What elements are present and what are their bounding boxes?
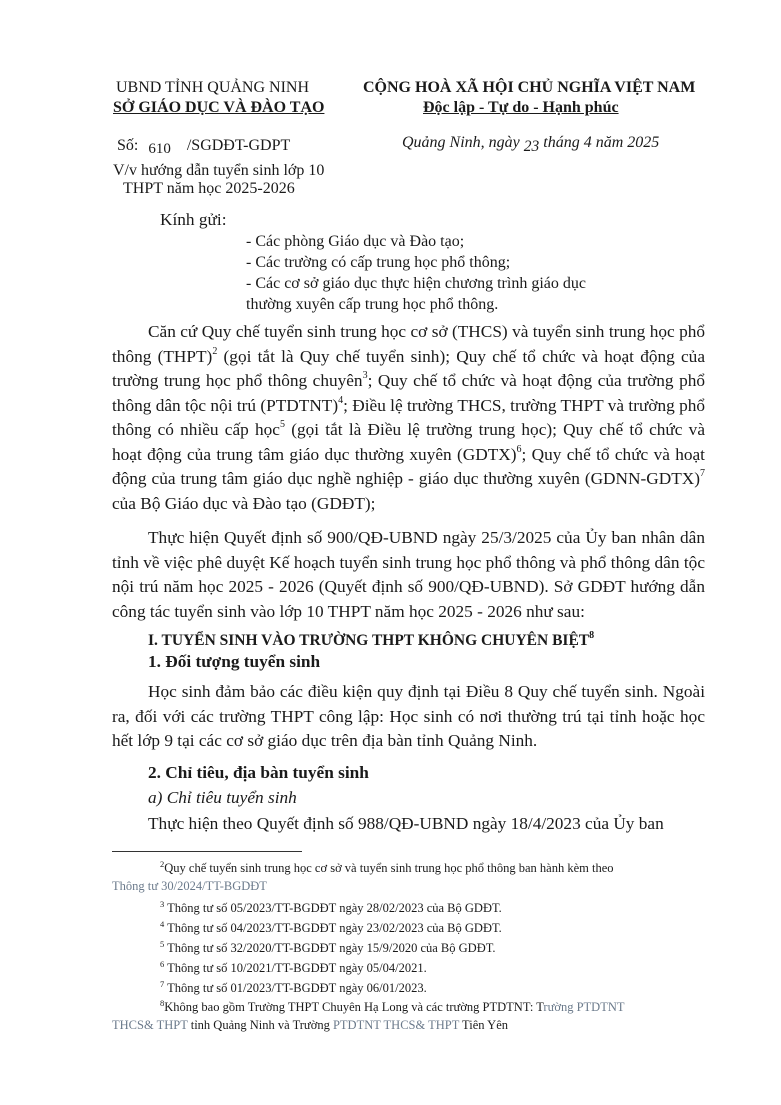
footnote-separator (112, 851, 302, 852)
recipient-3: - Các cơ sở giáo dục thực hiện chương trình giáo dục (246, 275, 586, 292)
section-1-title: I. TUYỂN SINH VÀO TRƯỜNG THPT KHÔNG CHUYÊN BIỆT$^8$ (148, 629, 595, 649)
footnote-ref-6[interactable]: 6 (516, 443, 522, 455)
footnote-8: $^8$Không bao gồm Trường THPT Chuyên Hạ Long và các trường PTDTNT: Trường PTDTNT (160, 997, 625, 1014)
national-title: CỘNG HOÀ XÃ HỘI CHỦ NGHĨA VIỆT NAM (363, 79, 696, 96)
footnote-ref-2[interactable]: 2 (212, 345, 218, 357)
doc-code: /SGDĐT-GDPT (186, 137, 291, 154)
doc-number-row (117, 137, 290, 155)
doc-number: 610 (148, 141, 171, 157)
paragraph-quota: Thực hiện theo Quyết định số 988/QĐ-UBND ngày 18/4/2023 của Ủy ban (148, 814, 664, 833)
footnote-6: $^6$ Thông tư số 10/2021/TT-BGDĐT ngày 05/04/2021. (160, 958, 427, 975)
doc-number-label: Số: (117, 137, 139, 154)
footnote-ref-7[interactable]: 7 (700, 468, 705, 480)
footnote-ref-8[interactable]: 8 (589, 629, 595, 641)
subject-line-1: V/v hướng dẫn tuyển sinh lớp 10 (113, 162, 325, 179)
footnote-ref-3[interactable]: 3 (362, 370, 368, 382)
national-motto: Độc lập - Tự do - Hạnh phúc (423, 99, 619, 116)
recipient-2: - Các trường có cấp trung học phổ thông; (246, 254, 511, 271)
subsection-1-title: 1. Đối tượng tuyển sinh (148, 652, 321, 671)
footnote-4: $^4$ Thông tư số 04/2023/TT-BGDĐT ngày 23/02/2023 của Bộ GDĐT. (160, 918, 502, 935)
footnote-7: $^7$ Thông tư số 01/2023/TT-BGDĐT ngày 06/01/2023. (160, 978, 427, 995)
place-date-prefix: Quảng Ninh, ngày (402, 134, 520, 151)
footnote-8-cont: THCS& THPT tỉnh Quảng Ninh và Trường PTDTNT THCS& THPT Tiên Yên (112, 1018, 508, 1032)
paragraph-eligibility: Học sinh đảm bảo các điều kiện quy định tại Điều 8 Quy chế tuyển sinh. Ngoài ra, đối với các trường THPT công lập: Học sinh có nơi thường trú tại tỉnh hoặc học hết lớp 9 tại các cơ sở giáo dục trên địa bàn tỉnh Quảng Ninh. (112, 682, 705, 750)
paragraph-implementation: Thực hiện Quyết định số 900/QĐ-UBND ngày 25/3/2025 của Ủy ban nhân dân tỉnh về việc phê duyệt Kế hoạch tuyển sinh trung học phổ thông và phổ thông dân tộc nội trú năm học 2025 - 2026 (Quyết định số 900/QĐ-UBND). Sở GDĐT hướng dẫn công tác tuyển sinh vào lớp 10 THPT năm học 2025 - 2026 như sau: (112, 528, 705, 621)
authority-line-2: SỞ GIÁO DỤC VÀ ĐÀO TẠO (113, 99, 325, 116)
footnote-3: $^3$ Thông tư số 05/2023/TT-BGDĐT ngày 28/02/2023 của Bộ GDĐT. (160, 898, 502, 915)
subsection-2a-title: a) Chỉ tiêu tuyển sinh (148, 788, 297, 807)
footnote-ref-5[interactable]: 5 (279, 419, 285, 431)
place-date (402, 134, 660, 155)
footnote-ref-4[interactable]: 4 (338, 394, 344, 406)
subject-line-2: THPT năm học 2025-2026 (123, 180, 295, 197)
paragraph-legal-basis: Căn cứ Quy chế tuyển sinh trung học cơ sở (THCS) và tuyển sinh trung học phổ thông (THPT)$^2$ (gọi tắt là Quy chế tuyển sinh); Quy chế tổ chức và hoạt động của trường trung học phổ thông chuyên$^3$; Quy chế tổ chức và hoạt động của trường phổ thông dân tộc nội trú (PTDTNT)$^4$; Điều lệ trường THCS, trường THPT và trường phổ thông có nhiều cấp học$^5$ (gọi tắt là Điều lệ trường trung học); Quy chế tổ chức và hoạt động của trung tâm giáo dục thường xuyên (GDTX)$^6$; Quy chế tổ chức và hoạt động của trung tâm giáo dục nghề nghiệp - giáo dục thường xuyên (GDNN-GDTX)$^7$ của Bộ Giáo dục và Đào tạo (GDĐT); (112, 322, 705, 513)
recipient-3-cont: thường xuyên cấp trung học phổ thông. (246, 296, 499, 313)
date-day: 23 (523, 138, 540, 155)
greeting: Kính gửi: (160, 210, 227, 229)
date-month-year: tháng 4 năm 2025 (543, 134, 660, 151)
footnote-2: $^2$Quy chế tuyển sinh trung học cơ sở và tuyển sinh trung học phổ thông ban hành kèm theo (160, 858, 614, 875)
footnote-2-cont: Thông tư 30/2024/TT-BGDĐT (112, 879, 267, 893)
subsection-2-title: 2. Chỉ tiêu, địa bàn tuyển sinh (148, 763, 369, 782)
footnote-5: $^5$ Thông tư số 32/2020/TT-BGDĐT ngày 15/9/2020 của Bộ GDĐT. (160, 938, 496, 955)
authority-line-1: UBND TỈNH QUẢNG NINH (116, 79, 310, 96)
recipient-1: - Các phòng Giáo dục và Đào tạo; (246, 233, 465, 250)
